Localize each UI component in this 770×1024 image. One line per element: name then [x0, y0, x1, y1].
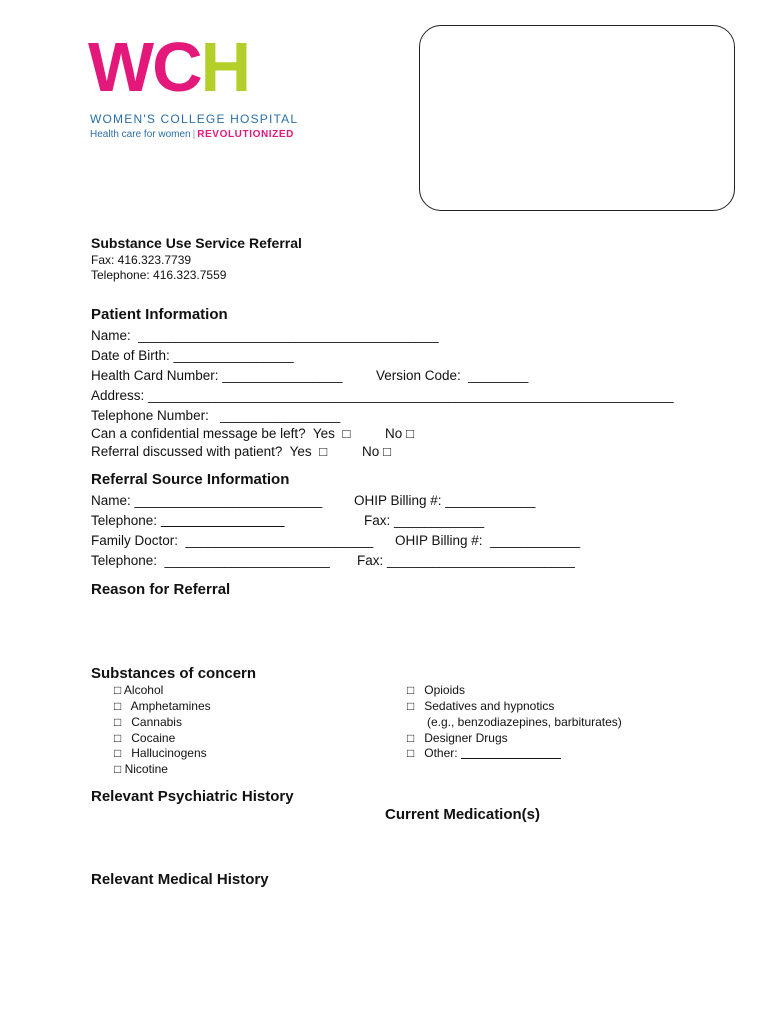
current-medications-heading: Current Medication(s) [385, 806, 541, 823]
referrer-telephone-field[interactable]: Telephone: [91, 513, 161, 528]
substance-alcohol[interactable]: □ Alcohol [114, 683, 164, 697]
substance-sedatives-examples: (e.g., benzodiazepines, barbiturates) [407, 715, 622, 729]
doctor-fax-field[interactable]: Fax: _________________________ [357, 553, 575, 568]
substance-cocaine[interactable]: □ Cocaine [114, 731, 176, 745]
medical-history-heading: Relevant Medical History [91, 871, 269, 888]
substances-heading: Substances of concern [91, 665, 257, 682]
referral-discussed-yes[interactable]: Referral discussed with patient? Yes □ [91, 444, 328, 459]
confidential-message-yes[interactable]: Can a confidential message be left? Yes □ [91, 426, 351, 441]
family-doctor-field[interactable]: Family Doctor: _________________________ [91, 533, 374, 548]
referrer-ohip-field[interactable]: OHIP Billing #: ____________ [354, 493, 536, 508]
confidential-message-no[interactable]: No □ [385, 426, 415, 441]
referral-source-heading: Referral Source Information [91, 471, 290, 488]
referral-discussed-no[interactable]: No □ [362, 444, 392, 459]
substance-other[interactable]: □ Other: [407, 746, 461, 760]
substance-nicotine[interactable]: □ Nicotine [114, 762, 168, 776]
patient-address-field[interactable]: Address: ______________________________________________________________________ [91, 388, 674, 403]
version-code-field[interactable]: Version Code: ________ [376, 368, 529, 383]
logo-tagline: Health care for women | REVOLUTIONIZED [90, 129, 294, 140]
form-title: Substance Use Service Referral [91, 235, 302, 251]
label-stamp-box [419, 25, 735, 211]
patient-name-field[interactable]: Name: ________________________________________ [91, 328, 439, 343]
substance-opioids[interactable]: □ Opioids [407, 683, 465, 697]
substance-hallucinogens[interactable]: □ Hallucinogens [114, 746, 207, 760]
patient-telephone-field[interactable]: Telephone Number: ________________ [91, 408, 341, 423]
logo-letters: WCH [88, 28, 250, 106]
substance-sedatives[interactable]: □ Sedatives and hypnotics [407, 699, 555, 713]
substance-amphetamines[interactable]: □ Amphetamines [114, 699, 211, 713]
substance-designer-drugs[interactable]: □ Designer Drugs [407, 731, 508, 745]
hospital-logo [88, 28, 308, 144]
referrer-fax-field[interactable]: Fax: ____________ [364, 513, 485, 528]
patient-dob-field[interactable]: Date of Birth: ________________ [91, 348, 294, 363]
referrer-name-field[interactable]: Name: _________________________ [91, 493, 323, 508]
reason-heading: Reason for Referral [91, 581, 231, 598]
psychiatric-history-heading: Relevant Psychiatric History [91, 788, 294, 805]
telephone-number: Telephone: 416.323.7559 [91, 268, 227, 282]
doctor-ohip-field[interactable]: OHIP Billing #: ____________ [395, 533, 581, 548]
doctor-telephone-field[interactable]: Telephone: ______________________ [91, 553, 330, 568]
health-card-field[interactable]: Health Card Number: ________________ [91, 368, 343, 383]
logo-hospital-name: WOMEN'S COLLEGE HOSPITAL [90, 112, 299, 126]
patient-info-heading: Patient Information [91, 306, 228, 323]
substance-cannabis[interactable]: □ Cannabis [114, 715, 182, 729]
fax-number: Fax: 416.323.7739 [91, 253, 192, 267]
